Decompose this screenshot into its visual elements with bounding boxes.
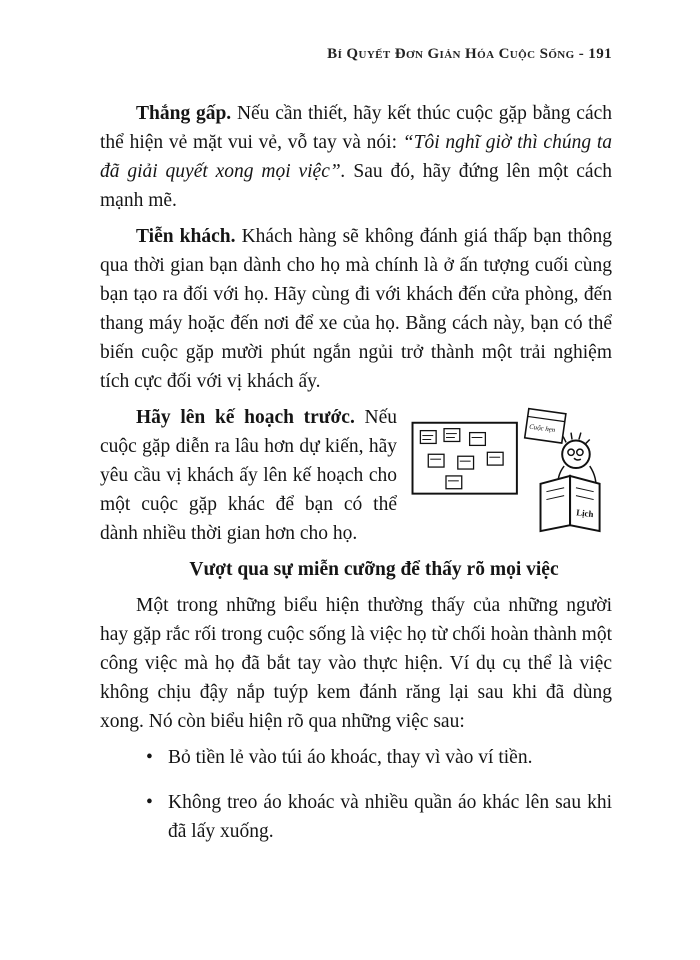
calendar-cartoon-icon <box>407 407 612 535</box>
paragraph-text: Nếu cần thiết, hãy kết thúc cuộc gặp bằng cách thể hiện vẻ mặt vui vẻ, vỗ tay và nói: <box>100 103 613 153</box>
page-body <box>100 99 612 846</box>
bullet-list <box>100 743 612 846</box>
paragraph-text: Nếu cuộc gặp diễn ra lâu hơn dự kiến, hãy yêu cầu vị khách ấy lên kế hoạch cho một cuộc gặp khác để bạn có thể dành nhiều thời gian hơn cho họ. <box>100 407 397 544</box>
paragraph-lead-thang-gap: Thắng gấp. <box>136 103 232 124</box>
book-label: Lịch <box>575 507 594 520</box>
running-title: Bí Quyết Đơn Giản Hóa Cuộc Sống - 191 <box>327 46 612 62</box>
paragraph-text: Khách hàng sẽ không đánh giá thấp bạn thông qua thời gian bạn dành cho họ mà chính là ở ấn tượng cuối cùng bạn tạo ra đối với họ. Hãy cùng đi với khách đến cửa phòng, đến thang máy hoặc đến nơi để xe của họ. Bằng cách này, bạn có thể biến cuộc gặp mười phút ngắn ngủi trở thành một trải nghiệm tích cực đối với vị khách ấy. <box>100 226 612 392</box>
list-item <box>140 788 612 846</box>
paragraph-lead-ke-hoach: Hãy lên kế hoạch trước. <box>136 407 355 428</box>
paragraph-mien-cuong: Một trong những biểu hiện thường thấy của những người hay gặp rắc rối trong cuộc sống là việc họ từ chối hoàn thành một công việc mà họ đã bắt tay vào thực hiện. Ví dụ cụ thể là việc không chịu đậy nắp tuýp kem đánh răng lại sau khi đã dùng xong. Nó còn biểu hiện rõ qua những việc sau: <box>100 595 613 732</box>
paragraph-lead-tien-khach: Tiễn khách. <box>136 226 236 247</box>
paragraph-ke-hoach <box>100 403 612 548</box>
paragraph-tien-khach <box>100 222 612 396</box>
paragraph-text: Sau đó, hãy đứng lên một cách mạnh mẽ. <box>100 161 612 211</box>
quoted-phrase: “Tôi nghĩ giờ thì chúng ta đã giải quyết xong mọi việc”. <box>100 132 612 182</box>
running-header <box>100 46 612 63</box>
paragraph-thang-gap <box>100 99 612 215</box>
bullet-icon: • <box>146 747 153 768</box>
list-item-text: Không treo áo khoác và nhiều quần áo khác lên sau khi đã lấy xuống. <box>168 792 612 842</box>
calendar-label: Cuộc hẹn <box>528 423 556 435</box>
section-heading: Vượt qua sự miễn cưỡng để thấy rõ mọi việc <box>189 559 559 580</box>
planning-cartoon-illustration <box>407 407 612 535</box>
list-item-text: Bỏ tiền lẻ vào túi áo khoác, thay vì vào ví tiền. <box>168 747 533 768</box>
bullet-icon: • <box>146 792 153 813</box>
list-item <box>140 743 612 772</box>
